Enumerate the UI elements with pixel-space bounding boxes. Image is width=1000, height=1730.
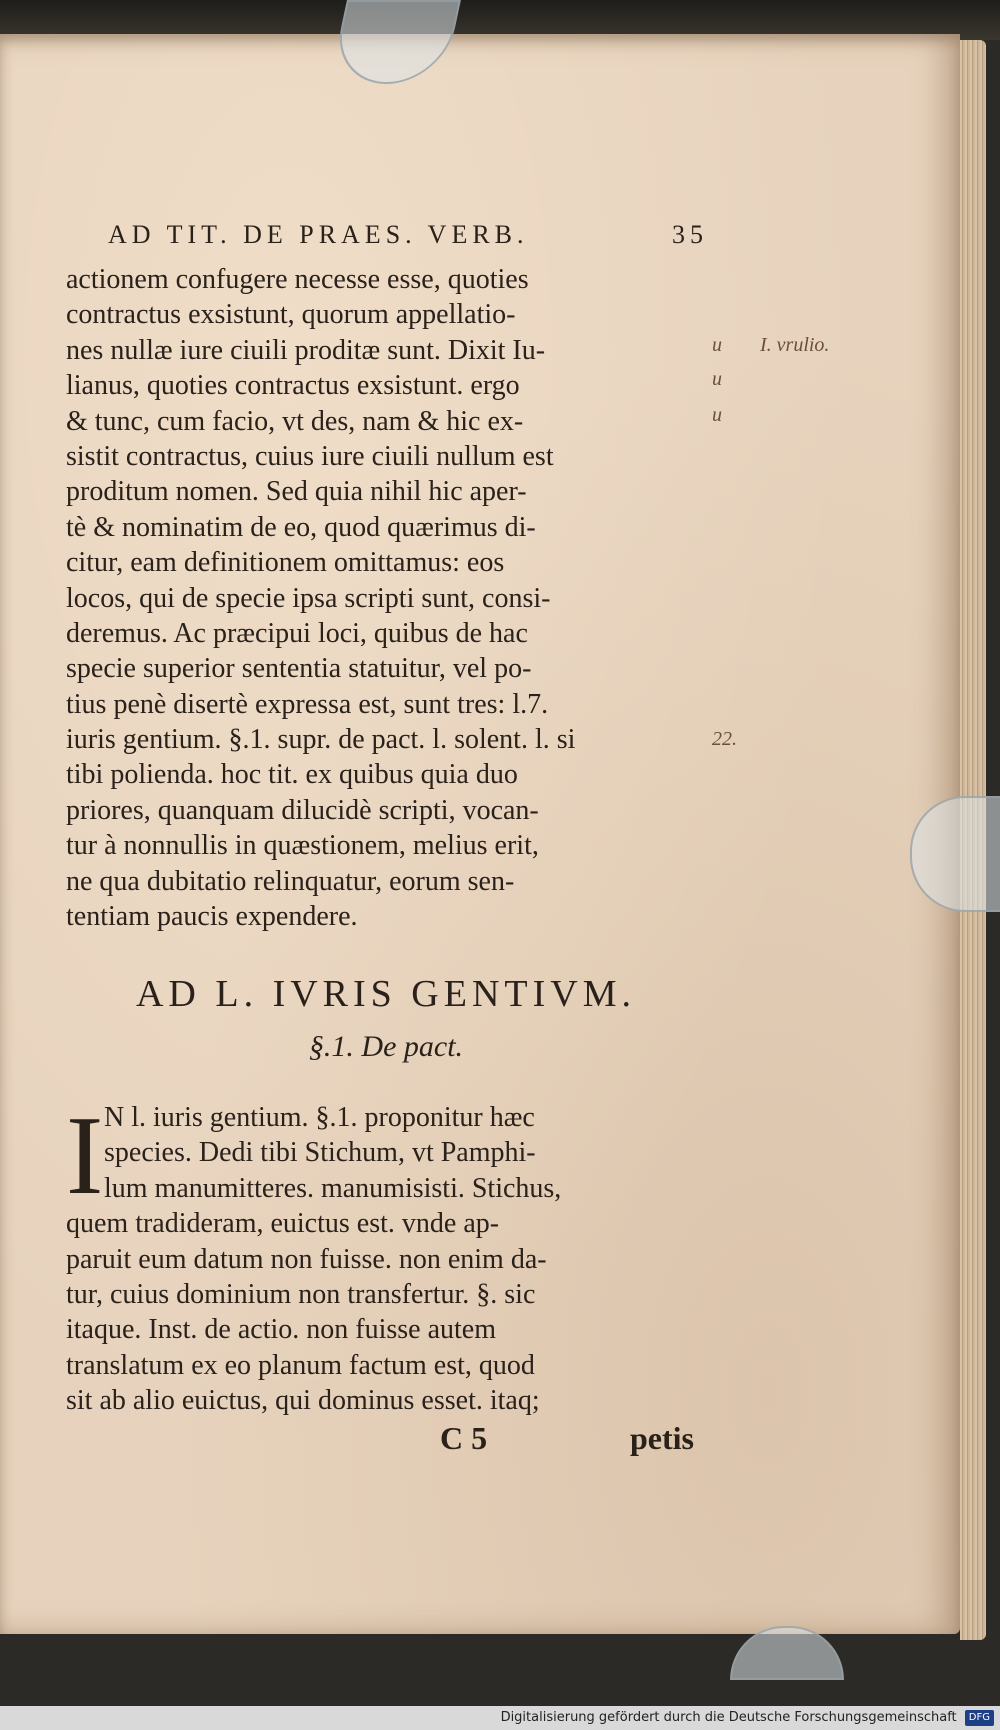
section-subheading: §.1. De pact. bbox=[308, 1030, 464, 1063]
text-line: tibi polienda. hoc tit. ex quibus quia duo bbox=[66, 759, 518, 791]
marginal-note: u bbox=[712, 334, 722, 356]
marginal-note: u bbox=[712, 404, 722, 426]
signature-mark: C 5 bbox=[440, 1420, 488, 1456]
text-line: lum manumitteres. manumisisti. Stichus, bbox=[104, 1172, 562, 1204]
text-line: paruit eum datum non fuisse. non enim da- bbox=[66, 1243, 547, 1275]
text-line: species. Dedi tibi Stichum, vt Pamphi- bbox=[104, 1137, 536, 1169]
section-heading: AD L. IVRIS GENTIVM. bbox=[135, 973, 637, 1015]
catchword: petis bbox=[630, 1420, 694, 1456]
page-number: 35 bbox=[672, 220, 708, 249]
text-line: tur à nonnullis in quæstionem, melius erit, bbox=[66, 830, 539, 862]
marginal-note: 22. bbox=[712, 728, 737, 750]
text-line: citur, eam definitionem omittamus: eos bbox=[66, 547, 505, 579]
footer-text: Digitalisierung gefördert durch die Deutsche Forschungsgemeinschaft bbox=[500, 1710, 957, 1725]
text-line: ne qua dubitatio relinquatur, eorum sen- bbox=[66, 865, 515, 897]
text-line: sit ab alio euictus, qui dominus esset. itaq; bbox=[66, 1385, 540, 1417]
dfg-logo: DFG bbox=[965, 1710, 994, 1726]
running-head-title: AD TIT. DE PRAES. VERB. bbox=[108, 220, 529, 249]
page-clip-bottom bbox=[730, 1626, 844, 1680]
text-line: contractus exsistunt, quorum appellatio- bbox=[66, 299, 516, 331]
text-line: tur, cuius dominium non transfertur. §. sic bbox=[66, 1278, 536, 1310]
text-line: quem tradideram, euictus est. vnde ap- bbox=[66, 1208, 500, 1240]
text-line: locos, qui de specie ipsa scripti sunt, consi- bbox=[66, 582, 551, 614]
text-line: translatum ex eo planum factum est, quod bbox=[66, 1349, 535, 1381]
text-line: priores, quanquam dilucidè scripti, vocan- bbox=[66, 794, 539, 826]
text-line: deremus. Ac præcipui loci, quibus de hac bbox=[66, 617, 528, 649]
text-line: tentiam paucis expendere. bbox=[66, 901, 358, 933]
marginal-note: I. vrulio. bbox=[760, 334, 830, 356]
text-line: iuris gentium. §.1. supr. de pact. l. solent. l. si bbox=[66, 724, 576, 756]
text-line: N l. iuris gentium. §.1. proponitur hæc bbox=[104, 1102, 535, 1133]
text-line: nes nullæ iure ciuili proditæ sunt. Dixit Iu- bbox=[66, 334, 546, 366]
text-line: tè & nominatim de eo, quod quærimus di- bbox=[66, 511, 536, 543]
text-line: actionem confugere necesse esse, quoties bbox=[66, 264, 529, 295]
text-line: tius penè disertè expressa est, sunt tres: l.7. bbox=[66, 688, 549, 720]
text-line: lianus, quoties contractus exsistunt. ergo bbox=[66, 370, 520, 402]
running-head bbox=[108, 220, 708, 250]
digitization-footer bbox=[0, 1706, 1000, 1730]
body-text-1 bbox=[66, 262, 706, 934]
body-text-2 bbox=[66, 1094, 706, 1419]
text-line: specie superior sententia statuitur, vel po- bbox=[66, 653, 532, 685]
marginal-note: u bbox=[712, 368, 722, 390]
text-line: sistit contractus, cuius iure ciuili nullum est bbox=[66, 440, 554, 472]
text-line: itaque. Inst. de actio. non fuisse autem bbox=[66, 1314, 496, 1346]
text-line: proditum nomen. Sed quia nihil hic aper- bbox=[66, 476, 527, 508]
text-line: & tunc, cum facio, vt des, nam & hic ex- bbox=[66, 405, 524, 437]
initial-letter: I bbox=[66, 1094, 104, 1218]
